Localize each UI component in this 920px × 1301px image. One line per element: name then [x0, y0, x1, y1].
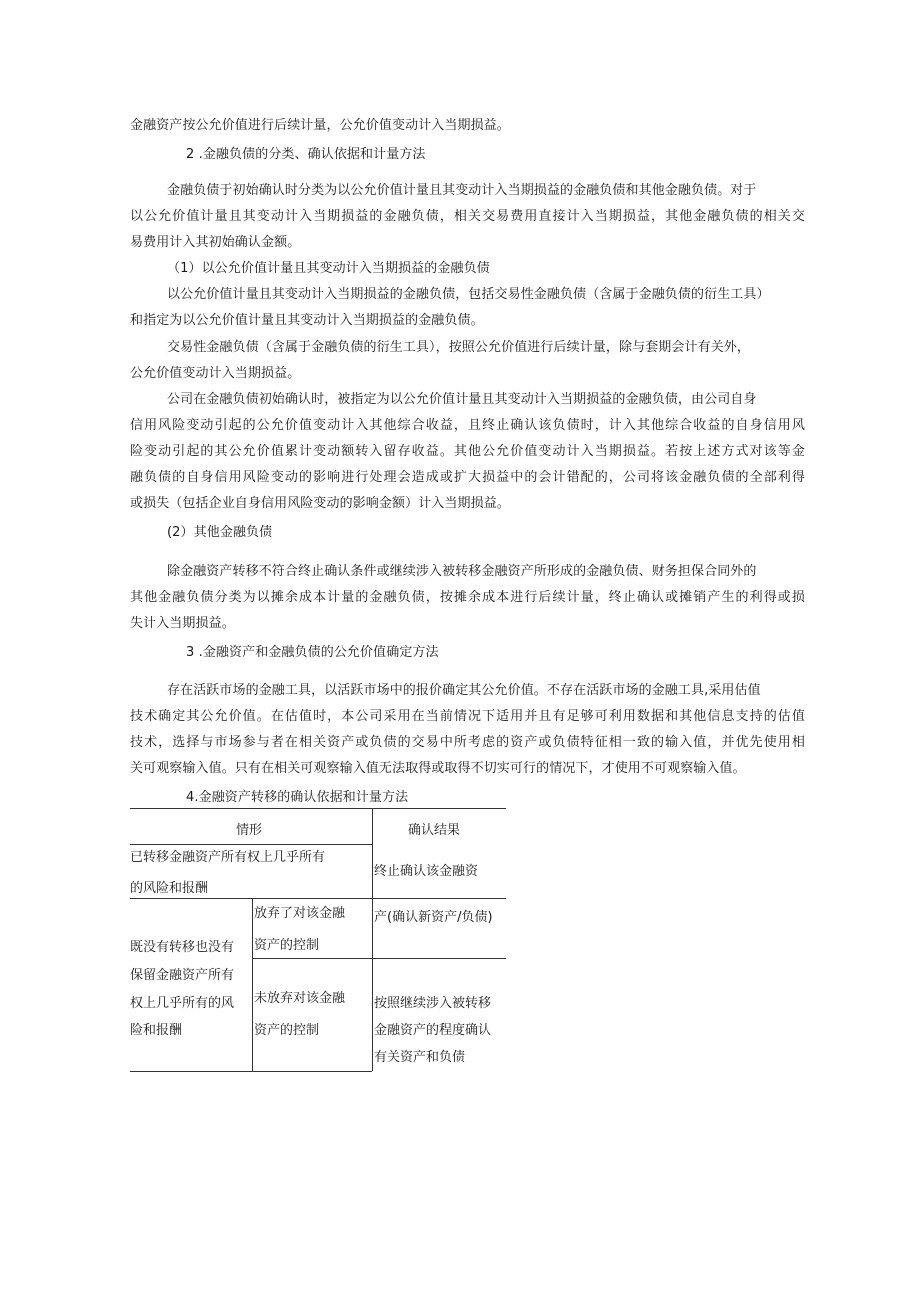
- text-line: 或损失（包括企业自身信用风险变动的影响金额）计入当期损益。: [130, 496, 510, 511]
- table-rule: [372, 808, 373, 1071]
- text-line: 以公允价值计量且其变动计入当期损益的金融负债，相关交易费用直接计入当期损益，其他金融负债的相关交: [130, 209, 805, 224]
- text-line: 公允价值变动计入当期损益。: [130, 366, 301, 381]
- table-rule: [130, 844, 372, 845]
- section-heading: 2 .金融负债的分类、确认依据和计量方法: [186, 147, 426, 162]
- row1-situation: 已转移金融资产所有权上几乎所有: [130, 850, 326, 865]
- text-line: 失计入当期损益。: [130, 616, 235, 631]
- group-situation: 权上几乎所有的风: [130, 996, 235, 1011]
- text-line: 金融资产按公允价值进行后续计量，公允价值变动计入当期损益。: [130, 118, 510, 133]
- text-line: 除金融资产转移不符合终止确认条件或继续涉入被转移金融资产所形成的金融负债、财务担保合同外的: [167, 564, 757, 579]
- text-line: 信用风险变动引起的公允价值变动计入其他综合收益，且终止确认该负债时，计入其他综合收益的自身信用风: [130, 418, 805, 433]
- text-line: 技术，选择与市场参与者在相关资产或负债的交易中所考虑的资产或负债特征相一致的输入值，并优先使用相: [130, 735, 805, 750]
- group-situation: 险和报酬: [130, 1023, 183, 1038]
- row1-result: 终止确认该金融资: [374, 864, 479, 879]
- subsection-heading: （1）以公允价值计量且其变动计入当期损益的金融负债: [167, 261, 490, 276]
- group-situation: 既没有转移也没有: [130, 940, 235, 955]
- header-result: 确认结果: [408, 823, 461, 838]
- table-rule: [372, 898, 506, 899]
- row1-result: 产(确认新资产/负债): [374, 910, 493, 925]
- sub2-condition: 资产的控制: [254, 1023, 320, 1038]
- text-line: 技术确定其公允价值。在估值时，本公司采用在当前情况下适用并且有足够可利用数据和其他信息支持的估值: [130, 709, 805, 724]
- subsection-heading: (2）其他金融负债: [167, 525, 273, 540]
- sub1-condition: 放弃了对该金融: [254, 906, 346, 921]
- row1-situation: 的风险和报酬: [130, 881, 209, 896]
- sub2-result: 按照继续涉入被转移: [374, 996, 492, 1011]
- text-line: 以公允价值计量且其变动计入当期损益的金融负债，包括交易性金融负债（含属于金融负债的衍生工具）: [167, 287, 770, 302]
- table-rule: [252, 958, 506, 959]
- table-rule: [130, 808, 506, 809]
- sub2-condition: 未放弃对该金融: [254, 991, 346, 1006]
- section-heading: 4.金融资产转移的确认依据和计量方法: [186, 790, 409, 805]
- sub1-condition: 资产的控制: [254, 938, 320, 953]
- text-line: 其他金融负债分类为以摊余成本计量的金融负债，按摊余成本进行后续计量，终止确认或摊销产生的利得或损: [130, 590, 805, 605]
- text-line: 险变动引起的其公允价值累计变动额转入留存收益。其他公允价值变动计入当期损益。若按上述方式对该等金: [130, 444, 805, 459]
- text-line: 和指定为以公允价值计量且其变动计入当期损益的金融负债。: [130, 313, 484, 328]
- text-line: 易费用计入其初始确认金额。: [130, 235, 301, 250]
- text-line: 存在活跃市场的金融工具，以活跃市场中的报价确定其公允价值。不存在活跃市场的金融工具,采用估值: [167, 683, 761, 698]
- text-line: 交易性金融负债（含属于金融负债的衍生工具），按照公允价值进行后续计量，除与套期会计有关外，: [167, 340, 751, 355]
- sub2-result: 金融资产的程度确认: [374, 1023, 492, 1038]
- text-line: 公司在金融负债初始确认时，被指定为以公允价值计量且其变动计入当期损益的金融负债，由公司自身: [167, 392, 757, 407]
- text-line: 融负债的自身信用风险变动的影响进行处理会造成或扩大损益中的会计错配的，公司将该金融负债的全部利得: [130, 470, 805, 485]
- group-situation: 保留金融资产所有: [130, 968, 235, 983]
- table-rule: [130, 1071, 372, 1072]
- sub2-result: 有关资产和负债: [374, 1050, 466, 1065]
- transfer-table: [130, 808, 506, 1072]
- text-line: 金融负债于初始确认时分类为以公允价值计量且其变动计入当期损益的金融负债和其他金融负债。对于: [167, 183, 757, 198]
- header-situation: 情形: [236, 823, 263, 838]
- text-line: 关可观察输入值。只有在相关可观察输入值无法取得或取得不切实可行的情况下，才使用不可观察输入值。: [130, 761, 746, 776]
- table-rule: [252, 898, 253, 1071]
- section-heading: 3 .金融资产和金融负债的公允价值确定方法: [186, 645, 439, 660]
